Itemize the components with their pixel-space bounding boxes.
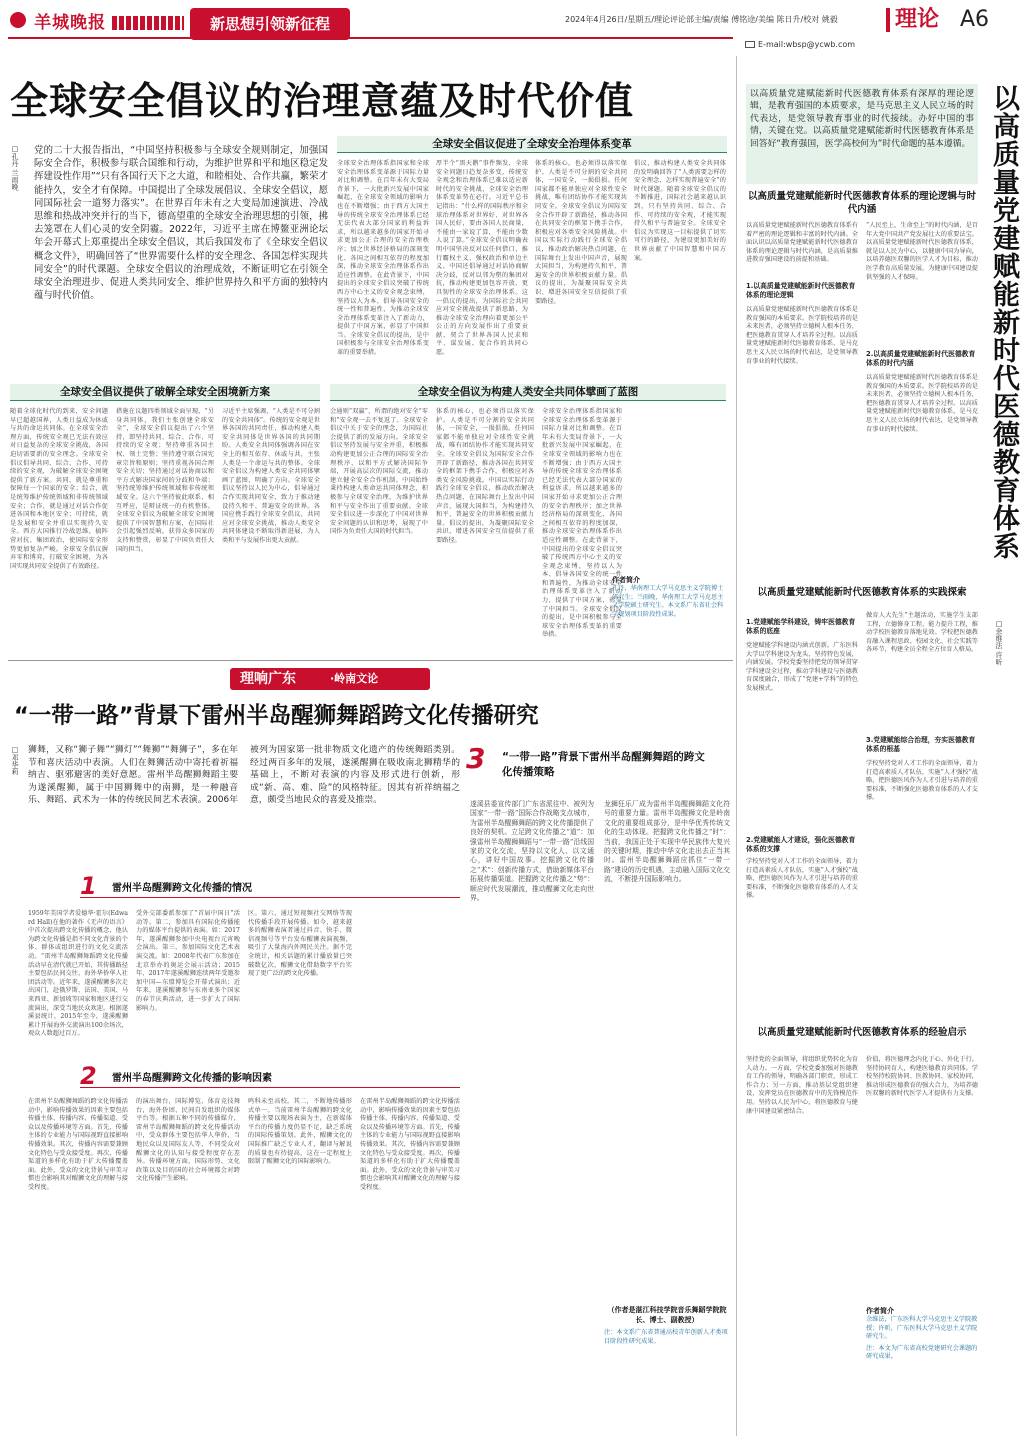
right-sub2: 2.以高质量党建赋能新时代医德教育体系的时代内涵 <box>866 350 976 367</box>
culture-c6b: 在雷州半岛醒狮舞蹈的跨文化传播活动中，影响传播效果的因素主要包括传播主体、传播内容、传播渠道、受众以及传播环境等方面。首先，传播主体的专业能力与国际视野直接影响传播效果。其次，传播内容需要兼顾文化特色与受众接受度。再次，传播渠道的多样化有助于扩大传播覆盖面。此外，受众的文化背景与审美习惯也会影响其对醒狮文化的理解与接受程度。 <box>360 1098 460 1191</box>
culture-s3-title: “一带一路”背景下雷州半岛醒狮舞蹈的跨文化传播策略 <box>502 751 705 778</box>
heading-sec2: 全球安全倡议提供了破解全球安全困境新方案 <box>10 384 320 401</box>
culture-c1: 1959年美国学者爱德华·霍尔(Edward Hall)在他的著作《无声的语言》中首次提出跨文化传播的概念，他认为跨文化传播是指不同文化背景的个体、群体或组织进行的文化交流活动。“雷州半岛醒狮舞蹈跨文化传播活动早在清代就已开始，其传播路径主要包括民间交往、海外华侨华人社团活动等。近年来，遂溪醒狮多次走出国门，赴俄罗斯、法国、美国、马来西亚、新加坡等国家和地区进行交流演出，深受当地民众欢迎。根据遂溪县统计，2015年至今，遂溪醒狮累计开展海外交流演出100余场次，观众人数超过百万。 <box>28 910 128 1038</box>
culture-s3-heading <box>466 742 730 790</box>
right-author-title: 作者简介 <box>866 1307 894 1315</box>
lead-byline: □孔丹 兰雨晚 <box>11 145 19 191</box>
culture-funding-note: 注：本文系广东省普通高校青年创新人才类项目阶段性研究成果。 <box>604 1329 728 1345</box>
lead-intro: 党的二十大报告指出，“中国坚持积极参与全球安全规则制定，加强国际安全合作，积极参与联合国维和行动，为维护世界和平和地区稳定发挥建设性作用”“只有各国行天下之大道，和睦相处、合作共赢，繁荣才能持久，安全才有保障。中国提出了全球发展倡议、全球安全倡议，愿同国际社会一道努力落实”。在世界百年未有之大变局加速演进、冷战思维和热战冲突并行的当下，德高望重的全球安全治理思想的引领，拂去笼罩在人们心灵的安全阴霾。2022年，习近平主席在博鳌亚洲论坛年会开幕式上郑重提出全球安全倡议，其后我国发布了《全球安全倡议概念文件》，明确回答了“世界需要什么样的安全理念、各国怎样实现共同安全”的时代课题。全球安全倡议的治理成效，不断证明它在引领全球安全治理进步、促进人类共同安全、维护世界持久和平方面的独特内蕴与时代价值。 <box>34 145 328 302</box>
lead-col2: 厚半个“黑天鹅”事件频发，全球安全问题日趋复杂多变，传统安全观念和治理体系已难以适应新时代的安全挑战，全球安全治理体系变革势在必行。习近平总书记指出：“什么样的国际秩序和全球治理体系对世界好、对世界各国人民好，要由各国人民商量，不能由一家说了算，不能由少数人说了算。”全球安全倡议明确表明中国坚决反对以任何借口，推行霸权主义、强权政治和单边主义。中国还倡导通过对话协商解决分歧，反对以邻为壑的集团对抗，推动构建更加包容开放、更具韧性的全球安全治理体系。这一倡议的提出，为国际社会共同应对安全挑战提供了新思路，为推动全球安全治理向着更加公平公正的方向发展作出了重要贡献，契合了世界各国人民求和平、谋发展、促合作的共同心愿。 <box>436 160 528 357</box>
email-text: E-mail:wbsp@ycwb.com <box>758 40 856 49</box>
right-column-divider <box>736 56 737 1436</box>
header-banner: 新思想引领新征程 <box>190 8 350 40</box>
culture-title: “一带一路”背景下雷州半岛醒狮舞蹈跨文化传播研究 <box>14 703 539 729</box>
lead-col6: 习近平主席强调，“人类是不可分割的安全共同体”。传统的安全观是世界各国的共同责任，推动构建人类安全共同体是世界各国的共同期盼。人类安全共同体强调各国在安全上的相互依存、休戚与共，主张人类是一个命运与共的整体。全球安全倡议为构建人类安全共同体擘画了蓝图，明确了方向。全球安全倡议坚持以人民为中心，倡导通过合作实现共同安全，致力于推动建设持久和平、普遍安全的世界。各国应携手践行全球安全倡议，共同应对全球安全挑战，推动人类安全共同体建设不断取得新进展，为人类和平与发展作出更大贡献。 <box>222 408 320 544</box>
logo-text: 羊城晚报 <box>34 13 107 33</box>
heading-sec3: 全球安全倡议为构建人类安全共同体擘画了蓝图 <box>330 384 726 401</box>
culture-c8: 龙狮狂乐厂成为雷州半岛醒狮舞蹈文化符号的重要力量。雷州半岛醒狮文化是岭南文化的重要组成部分，是中华优秀传统文化的生动体现。把握跨文化传播之“时”：当前，我国正处于实现中华民族伟大复兴的关键时期，推动中华文化走出去正当其时。雷州半岛醒狮舞蹈应抓住“一带一路”建设的历史机遇，主动融入国际文化交流，不断提升国际影响力。 <box>604 800 730 884</box>
section-marker <box>886 8 890 32</box>
lead-col8: 体系的核心，也必须得以落实保护。人类是不可分割的安全共同体，一国安全，一损俱损。任何国家都不能单独应对全球性安全挑战，唯有团结协作才能实现共同安全。全球安全倡议为国际安全合作开辟了新路径，推动各国在共同安全的框架下携手合作，积极应对各类安全风险挑战。中国以实际行动践行全球安全倡议，推动政治解决热点问题，在国际舞台上发出中国声音，展现大国担当，为构建持久和平、普遍安全的世界积极贡献力量。倡议的提出，为凝聚国际安全共识、增进各国安全互信提供了重要路径。 <box>436 408 534 544</box>
right-p6b: 学校坚持党对人才工作的全面领导，着力打造高素质人才队伍，实施“人才强校”战略，把医德医风作为人才引进与培养的重要标准，不断强化医德教育体系的人才支撑。 <box>866 760 978 802</box>
lead-title: 全球安全倡议的治理意蕴及时代价值 <box>10 79 635 123</box>
lead-col3b: 倡议，推动构建人类安全共同体的发明确回答了“人类需要怎样的安全理念、怎样实现普遍安全”的时代课题。随着全球安全倡议的不断推进，国际社会越来越认识到，只有坚持共同、综合、合作、可持续的安全观，才能实现持久和平与普遍安全。全球安全倡议为实现这一目标提供了切实可行的路径，为建设更加美好的世界贡献了中国智慧和中国方案。 <box>634 160 726 262</box>
right-author-text: 余维法，广东医科大学马克思主义学院教授；许昕，广东医科大学马克思主义学院研究生。 <box>866 1316 978 1341</box>
lead-col5: 措施在议题四类领域全面呈现，“另身共同体，我们主张创建全球安全”，全球安全倡议提出了六个坚持，即坚持共同、综合、合作、可持续的安全观；坚持尊重各国主权、领土完整；坚持遵守联合国宪章宗旨和原则；坚持重视各国合理安全关切；坚持通过对话协商以和平方式解决国家间的分歧和争端；坚持统筹维护传统领域和非传统领域安全。这六个坚持彼此联系、相互呼应，是辩证统一的有机整体。全球安全倡议为破解全球安全困境提供了中国智慧和方案，在国际社会引起强烈反响，获得众多国家的支持和赞赏，彰显了中国负责任大国的担当。 <box>116 408 214 553</box>
culture-c5: 的演出舞台，国际博览、体育竞技舞台，海外侨团、民间自发组织的媒体平台等。根据五种不同的传播媒介，雷州半岛醒狮舞蹈的跨文化传播活动中，受众群体主要包括华人华侨、当地民众以及国际友人等，不同受众对醒狮文化的认知与接受程度存在差异。传播环境方面，国际形势、文化政策以及目的国的社会环境都会对跨文化传播产生影响。 <box>136 1098 240 1183</box>
mail-icon <box>745 41 755 48</box>
culture-c7: 遂溪县委宣传部门广东省派往中、被列为国家“一带一路”国际合作战略支点城市，为雷州半岛醒狮舞蹈的跨文化传播提供了良好的契机。立足跨文化传播之“道”：加强雷州半岛醒狮舞蹈与“一带一路”沿线国家的文化交流，坚持以文化人、以文通心，讲好中国故事。挖掘跨文化传播之“术”：创新传播方式，借助新媒体平台拓展传播渠道。把握跨文化传播之“势”：顺应时代发展潮流，推动醒狮文化走向世界。 <box>470 800 594 903</box>
heading-sec1: 全球安全倡议促进了全球安全治理体系变革 <box>337 136 727 153</box>
culture-banner-suffix: ·岭南文论 <box>330 672 379 685</box>
right-p7: 坚持党的全面领导，将组织优势转化为育人动力。一方面，学校党委加强对医德教育工作的领导，明确各部门职责，形成工作合力；另一方面，推动基层党组织建设，发挥党员在医德教育中的先锋模范作用。坚持以人民为中心，将医德教育与健康中国建设紧密结合。 <box>746 1056 858 1115</box>
right-intro: 以高质量党建赋能新时代医德教育体系有深厚的理论逻辑，是教育强国的本质要求，是马克思主义人民立场的时代表达，是党领导教育事业的时代接续。办好中国的事情，关键在党。以高质量党建赋能新时代医德教育体系是回答好“教育强国，医学高校何为”时代命题的基本遵循。 <box>746 84 978 184</box>
lead-author-text: 孔丹，华南理工大学马克思主义学院博士研究生；兰雨晚，华南理工大学马克思主义学院硕士研究生。本文系广东省社会科学规划项目阶段性成果。 <box>612 585 724 618</box>
right-sub4: 2.党建赋能人才建设，强化医德教育体系的支撑 <box>746 836 856 853</box>
right-author-box <box>866 1306 978 1432</box>
lead-author-title: 作者简介 <box>612 576 640 584</box>
lead-col4: 随着全球化时代的到来，安全问题早已超越国界，人类日益成为休戚与共的命运共同体。在全球安全治理方面，传统安全观已无法有效应对日益复杂的全球安全挑战，各国迫切需要新的安全理念。全球安全倡议倡导共同、综合、合作、可持续的安全观，为破解全球安全困境提供了新方案。共同，就是尊重和保障每一个国家的安全；综合，就是统筹维护传统领域和非传统领域安全；合作，就是通过对话合作促进各国和本地区安全；可持续，就是发展和安全并重以实现持久安全。西方大国推行冷战思维，搞阵营对抗、集团政治，使国际安全形势更加复杂严峻。全球安全倡议摒弃零和博弈，打破安全困境，为各国实现共同安全提供了有效路径。 <box>10 408 108 570</box>
header-rule <box>8 37 733 39</box>
lead-col3: 体系的核心，也必须得以落实保护。人类是不可分割的安全共同体，一国安全，一损俱损。任何国家都不能单独应对全球性安全挑战，唯有团结协作才能实现共同安全。全球安全倡议为国际安全合作开辟了新路径，推动各国在共同安全的框架下携手合作，积极应对各类安全风险挑战。中国以实际行动践行全球安全倡议，推动政治解决热点问题，在国际舞台上发出中国声音，展现大国担当，为构建持久和平、普遍安全的世界积极贡献力量。倡议的提出，为凝聚国际安全共识、增进各国安全互信提供了重要路径。 <box>535 160 627 305</box>
right-p8: 价值，将医德理念内化于心、外化于行。坚持协同育人，构建医德教育共同体。学校坚持校院协同、医教协同、家校协同，推动形成医德教育的强大合力，为培养德医双馨的新时代医学人才提供有力支撑。 <box>866 1056 978 1098</box>
right-fund-note: 注：本文为广东省高校党建研究会课题的研究成果。 <box>866 1344 978 1361</box>
culture-author-box <box>604 1305 730 1430</box>
right-title: 以高质量党建赋能新时代医德教育体系 <box>988 84 1019 560</box>
lead-divider <box>8 660 733 661</box>
right-h3: 以高质量党建赋能新时代医德教育体系的经验启示 <box>757 1027 967 1038</box>
banner-stripes <box>112 16 184 30</box>
right-p2: 以高质量党建赋能新时代医德教育体系是教育强国的本质要求。医学院校培养的是未来医者，必须坚持立德树人根本任务，把医德教育贯穿人才培养全过程。以高质量党建赋能新时代医德教育体系，是马克思主义人民立场的时代表达，是党领导教育事业的时代接续。 <box>746 306 858 365</box>
lead-col7: 会通则“双赢”，所谓的绝对安全“零和”安全观一去不复返了。全球安全倡议中关于安全的理念，为国际社会提供了新的发展方向。全球安全倡议坚持发展与安全并重，积极推动构建更加公正合理的国际安全治理秩序，以和平方式解决国际争端，开展高层次的国际交流，推动建立健全安全合作机制。中国始终秉持构建人类命运共同体理念，积极参与全球安全治理，为维护世界和平与安全作出了重要贡献。全球安全倡议进一步深化了中国对世界安全问题的认识和思考，展现了中国作为负责任大国的时代担当。 <box>330 408 428 536</box>
culture-s2-title: 雷州半岛醒狮跨文化传播的影响因素 <box>112 1073 272 1084</box>
lead-col9: 全球安全治理体系指国家和全球安全治理体系变革源于国际力量对比和调整。在百年未有大变局背景下，一大批新兴发展中国家崛起，在全球安全领域的影响力也在不断增强；由于西方大国主导的传统全球安全治理体系已经无法代表大部分国家的利益诉求，所以越来越多的国家开始寻求更加公正合理的安全治理秩序；加之世界经济格局的深刻变化、各国之间相互依存的程度加深，推动全球安全治理体系作出适应性调整。在此背景下，中国提出的全球安全倡议突破了传统西方中心主义的安全观念束缚，坚持以人为本、倡导各国安全的统一性和普遍性，为推动全球安全治理体系变革注入了新动力，提供了中国方案，彰显了中国担当。全球安全倡议的提出，是中国积极参与全球安全治理体系变革的重要举措。 <box>542 408 622 639</box>
masthead <box>0 0 1024 60</box>
culture-s1-title: 雷州半岛醒狮跨文化传播的情况 <box>112 883 252 894</box>
right-sub3: 1.党建赋能学科建设，铸牢医德教育体系的底座 <box>746 618 856 635</box>
culture-s3-num: 3 <box>466 742 486 775</box>
lead-author-box <box>612 575 726 650</box>
culture-author-note: （作者是湛江科技学院音乐舞蹈学院院长、博士、副教授） <box>607 1306 727 1324</box>
newspaper-logo <box>10 8 122 34</box>
culture-intro: 狮舞，又称“狮子舞”“狮灯”“舞狮”“舞狮子”，多在年节和喜庆活动中表演。人们在舞狮活动中寄托着祈福纳吉、驱邪避害的美好意愿。雷州半岛醒狮舞蹈主要为遂溪醒狮，属于中国狮舞中的南狮，是一种融音乐、舞蹈、武术为一体的传统民间艺术表演。2006年被列为国家第一批非物质文化遗产的传统舞蹈类别。经过两百多年的发展，遂溪醒狮在吸收南北狮精华的基础上，不断对表演的内容及形式进行创新，形成“新、高、难、险”的风格特征。因其有祈祥纳福之意，颇受当地民众的喜爱及推崇。 <box>28 745 460 806</box>
header-meta: 2024年4月26日/星期五/理论评论部主编/责编 傅铭途/美编 陈日升/校对 姚毅 <box>565 15 838 24</box>
culture-c2: 受外交部委派参加了“首届中国日”活动等。第二，参加具有国际化传播能力的媒体平台提供的表演。如：2017年，遂溪醒狮参加中央电视台元宵晚会演出。第三，参加国际文化艺术表演交流。如：2008年代表广东参加在北京举办的奥运会展示活动；2015年、2017年遂溪醒狮连续两年受邀参加中国—东盟博览会开幕式演出；近年来，遂溪醒狮参与东南亚多个国家的春节庆典活动，进一步扩大了国际影响力。 <box>136 910 240 1012</box>
right-h2: 以高质量党建赋能新时代医德教育体系的实践探索 <box>757 587 967 598</box>
right-p3b: 以高质量党建赋能新时代医德教育体系是教育强国的本质要求。医学院校培养的是未来医者，必须坚持立德树人根本任务，把医德教育贯穿人才培养全过程。以高质量党建赋能新时代医德教育体系，是马克思主义人民立场的时代表达，是党领导教育事业的时代接续。 <box>866 374 978 433</box>
page-number: A6 <box>960 7 990 32</box>
culture-s1-num: 1 <box>80 872 97 900</box>
culture-c3: 区。第六，通过短视频社交网络等现代传播手段开展传播。如今，越来越多的醒狮表演者通过抖音、快手、微信视频号等平台发布醒狮表演视频，吸引了大量海内外网民关注。据不完全统计，相关话题的累计播放量已突破数亿次，醒狮文化借助数字平台实现了更广泛的跨文化传播。 <box>248 910 352 978</box>
culture-byline: □邓华莉 <box>11 746 19 775</box>
culture-c4: 在雷州半岛醒狮舞蹈的跨文化传播活动中，影响传播效果的因素主要包括传播主体、传播内容、传播渠道、受众以及传播环境等方面。首先，传播主体的专业能力与国际视野直接影响传播效果。其次，传播内容需要兼顾文化特色与受众接受度。再次，传播渠道的多样化有助于扩大传播覆盖面。此外，受众的文化背景与审美习惯也会影响其对醒狮文化的理解与接受程度。 <box>28 1098 128 1191</box>
section-name: 理论 <box>895 7 940 32</box>
culture-s1-heading <box>80 872 460 900</box>
right-h1: 以高质量党建赋能新时代医德教育体系的理论逻辑与时代内涵 <box>747 191 976 215</box>
email-line <box>745 40 1015 49</box>
right-p6: 做育人大先生”主题活动，实施学生支部工程，立德修身工程、能力提升工程，推动学校医德教育落地见效。学校把医德教育融入课程思政、校园文化、社会实践等各环节，构建全员全程全方位育人格局。 <box>866 612 978 654</box>
culture-s2-heading <box>80 1062 460 1090</box>
culture-banner-prefix: 理响广东 <box>240 671 296 687</box>
right-p3: “人民至上，生命至上”的时代内涵，是百年大党中国共产党发展壮大的重要法宝。以高质量党建赋能新时代医德教育体系，就是以人民为中心，以健康中国为导向，以培养德医双馨的医学人才为目标，推动医学教育高质量发展，为健康中国建设提供坚强的人才保障。 <box>866 222 978 281</box>
right-sub5: 3.党建赋能综合治理，夯实医德教育体系的根基 <box>866 736 976 753</box>
culture-banner <box>230 668 430 690</box>
right-sub1: 1.以高质量党建赋能新时代医德教育体系的理论逻辑 <box>746 282 856 299</box>
right-p5: 学校坚持党对人才工作的全面领导，着力打造高素质人才队伍，实施“人才强校”战略，把医德医风作为人才引进与培养的重要标准，不断强化医德教育体系的人才支撑。 <box>746 858 858 900</box>
culture-s2-num: 2 <box>80 1062 97 1090</box>
right-p4: 党建赋能学科建设内涵式创新。广东医科大学以学科建设为龙头，坚持特色发展，内涵发展。学校党委坚持把党的领导贯穿学科建设全过程，推动学科建设与医德教育深度融合，形成了“党建+学科”的特色发展模式。 <box>746 642 858 692</box>
lead-col1: 全球安全治理体系指国家和全球安全治理体系变革源于国际力量对比和调整。在百年未有大变局背景下，一大批新兴发展中国家崛起，在全球安全领域的影响力也在不断增强；由于西方大国主导的传统全球安全治理体系已经无法代表大部分国家的利益诉求，所以越来越多的国家开始寻求更加公正合理的安全治理秩序；加之世界经济格局的深刻变化、各国之间相互依存的程度加深，推动全球安全治理体系作出适应性调整。在此背景下，中国提出的全球安全倡议突破了传统西方中心主义的安全观念束缚，坚持以人为本、倡导各国安全的统一性和普遍性，为推动全球安全治理体系变革注入了新动力，提供了中国方案，彰显了中国担当。全球安全倡议的提出，是中国积极参与全球安全治理体系变革的重要举措。 <box>337 160 429 357</box>
right-p1: 以高质量党建赋能新时代医德教育体系有着严密的理论逻辑和丰富的时代内涵。全面认识以高质量党建赋能新时代医德教育体系的理论逻辑与时代内涵，是高质量推进教育强国建设的前提和基础。 <box>746 222 858 264</box>
right-byline: □余维法 许昕 <box>995 620 1003 666</box>
culture-c6: 鸣科未至高校。其二，不断地传播形式单一。当前雷州半岛醒狮的跨文化传播主要以现场表演为主，在新媒体平台的传播力度仍显不足，缺乏系统的国际传播策划。此外，醒狮文化的国际推广缺乏专业人才，翻译与解说的质量也有待提高，这在一定程度上限制了醒狮文化的国际影响力。 <box>248 1098 352 1166</box>
logo-icon <box>10 12 26 28</box>
